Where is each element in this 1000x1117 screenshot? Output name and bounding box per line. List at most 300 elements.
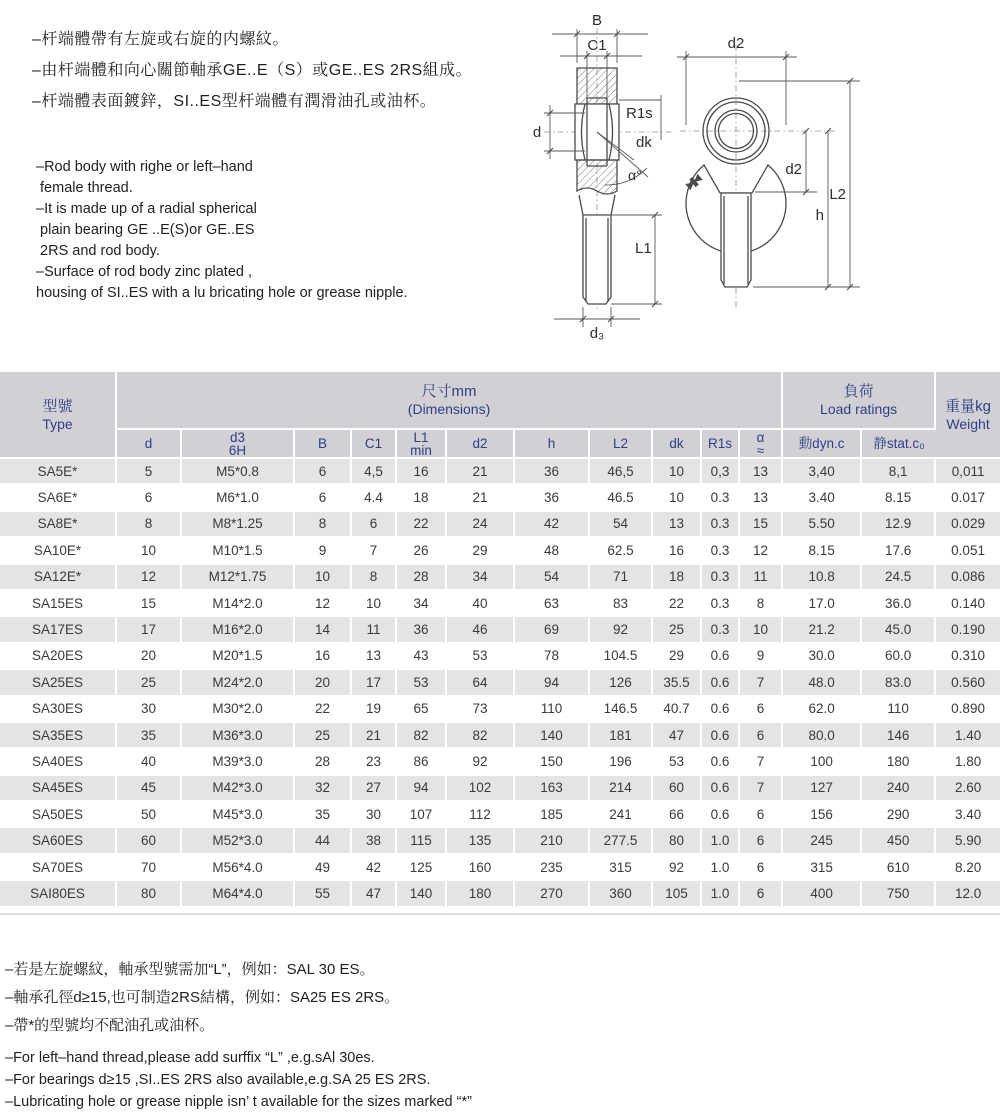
- value-cell: 7: [352, 538, 397, 564]
- value-cell: 46.5: [590, 485, 653, 511]
- value-cell: 16: [397, 459, 447, 485]
- value-cell: 63: [515, 591, 590, 617]
- value-cell: 7: [740, 670, 783, 696]
- value-cell: M16*2.0: [182, 617, 295, 643]
- column-header: 静stat.c₀: [862, 430, 936, 459]
- front-view-drawing: [677, 35, 860, 310]
- value-cell: 0.3: [702, 538, 740, 564]
- value-cell: 42: [352, 855, 397, 881]
- value-cell: 32: [295, 776, 352, 802]
- value-cell: 107: [397, 802, 447, 828]
- value-cell: 78: [515, 644, 590, 670]
- value-cell: 17: [117, 617, 182, 643]
- table-row: [0, 855, 1000, 881]
- value-cell: 18: [397, 485, 447, 511]
- value-cell: 18: [653, 565, 702, 591]
- value-cell: 10: [117, 538, 182, 564]
- value-cell: 46,5: [590, 459, 653, 485]
- table-row: [0, 485, 1000, 511]
- value-cell: 6: [117, 485, 182, 511]
- value-cell: 13: [653, 512, 702, 538]
- dimensions-label-zh: 尺寸mm: [421, 383, 477, 400]
- column-header: d2: [447, 430, 515, 459]
- table-row: [0, 538, 1000, 564]
- table-row: [0, 776, 1000, 802]
- table-bottom-rule: [0, 913, 1000, 915]
- column-header: L1 min: [397, 430, 447, 459]
- value-cell: 40: [447, 591, 515, 617]
- type-cell: SA17ES: [0, 617, 117, 643]
- value-cell: 30: [352, 802, 397, 828]
- value-cell: 16: [295, 644, 352, 670]
- value-cell: 22: [653, 591, 702, 617]
- value-cell: 6: [295, 485, 352, 511]
- type-label-en: Type: [42, 415, 73, 432]
- value-cell: 47: [653, 723, 702, 749]
- value-cell: 20: [295, 670, 352, 696]
- value-cell: M10*1.5: [182, 538, 295, 564]
- dim-label-d: d: [532, 124, 542, 141]
- value-cell: 28: [397, 565, 447, 591]
- dimensions-label-en: (Dimensions): [407, 401, 491, 417]
- type-label-zh: 型號: [42, 397, 73, 415]
- value-cell: 24: [447, 512, 515, 538]
- value-cell: 27: [352, 776, 397, 802]
- value-cell: 0,011: [936, 459, 1000, 485]
- value-cell: 45.0: [862, 617, 936, 643]
- column-header: L2: [590, 430, 653, 459]
- note-line-en: –Lubricating hole or grease nipple isn’ t available for the sizes marked “*”: [5, 1094, 472, 1110]
- column-header: d3 6H: [182, 430, 295, 459]
- column-header: 動dyn.c: [783, 430, 862, 459]
- value-cell: 29: [447, 538, 515, 564]
- value-cell: 13: [740, 485, 783, 511]
- value-cell: 92: [590, 617, 653, 643]
- value-cell: 1.0: [702, 828, 740, 854]
- value-cell: 315: [783, 855, 862, 881]
- note-line-zh: –若是左旋螺紋，軸承型號需加“L”，例如：SAL 30 ES。: [5, 961, 375, 978]
- value-cell: 36: [397, 617, 447, 643]
- value-cell: 17.0: [783, 591, 862, 617]
- value-cell: M14*2.0: [182, 591, 295, 617]
- intro-notes-zh: [32, 24, 472, 117]
- value-cell: 6: [740, 697, 783, 723]
- value-cell: 83: [590, 591, 653, 617]
- column-header: B: [295, 430, 352, 459]
- value-cell: 125: [397, 855, 447, 881]
- value-cell: 21: [352, 723, 397, 749]
- value-cell: 0.086: [936, 565, 1000, 591]
- value-cell: 241: [590, 802, 653, 828]
- value-cell: M5*0.8: [182, 459, 295, 485]
- value-cell: 6: [740, 802, 783, 828]
- value-cell: 34: [447, 565, 515, 591]
- value-cell: 0.029: [936, 512, 1000, 538]
- value-cell: 12: [295, 591, 352, 617]
- value-cell: 53: [397, 670, 447, 696]
- rod-end-diagram: [530, 5, 1000, 345]
- value-cell: 35.5: [653, 670, 702, 696]
- note-line-en: plain bearing GE ..E(S)or GE..ES: [36, 222, 255, 238]
- value-cell: 135: [447, 828, 515, 854]
- value-cell: 17: [352, 670, 397, 696]
- value-cell: 10: [352, 591, 397, 617]
- value-cell: 5.50: [783, 512, 862, 538]
- table-row: [0, 670, 1000, 696]
- dim-label-d2-top: d2: [727, 35, 745, 52]
- type-cell: SA10E*: [0, 538, 117, 564]
- table-row: [0, 512, 1000, 538]
- value-cell: 6: [740, 723, 783, 749]
- value-cell: 44: [295, 828, 352, 854]
- value-cell: 8: [352, 565, 397, 591]
- value-cell: 70: [117, 855, 182, 881]
- value-cell: 11: [740, 565, 783, 591]
- intro-notes-en: [36, 157, 408, 304]
- value-cell: 0.890: [936, 697, 1000, 723]
- value-cell: 62.5: [590, 538, 653, 564]
- value-cell: 750: [862, 881, 936, 907]
- column-header: dk: [653, 430, 702, 459]
- type-cell: SA25ES: [0, 670, 117, 696]
- value-cell: 1.0: [702, 855, 740, 881]
- value-cell: 73: [447, 697, 515, 723]
- value-cell: 180: [447, 881, 515, 907]
- value-cell: 69: [515, 617, 590, 643]
- value-cell: 0.6: [702, 670, 740, 696]
- note-line-en: –Rod body with righe or left–hand: [36, 159, 253, 175]
- value-cell: 21: [447, 485, 515, 511]
- value-cell: 4.4: [352, 485, 397, 511]
- spec-table: [0, 372, 1000, 908]
- value-cell: 80.0: [783, 723, 862, 749]
- value-cell: 86: [397, 749, 447, 775]
- type-cell: SA5E*: [0, 459, 117, 485]
- value-cell: 6: [740, 828, 783, 854]
- value-cell: 60: [653, 776, 702, 802]
- value-cell: 110: [515, 697, 590, 723]
- table-row: [0, 644, 1000, 670]
- type-cell: SA6E*: [0, 485, 117, 511]
- value-cell: 0.051: [936, 538, 1000, 564]
- weight-label-zh: 重量kg: [945, 397, 991, 415]
- note-line-zh: –軸承孔徑d≥15,也可制造2RS結構，例如：SA25 ES 2RS。: [5, 989, 400, 1006]
- value-cell: 35: [295, 802, 352, 828]
- value-cell: 240: [862, 776, 936, 802]
- table-row: [0, 617, 1000, 643]
- value-cell: 7: [740, 749, 783, 775]
- value-cell: 163: [515, 776, 590, 802]
- value-cell: 0.310: [936, 644, 1000, 670]
- value-cell: 610: [862, 855, 936, 881]
- table-row: [0, 802, 1000, 828]
- value-cell: 60.0: [862, 644, 936, 670]
- value-cell: 80: [653, 828, 702, 854]
- type-cell: SA40ES: [0, 749, 117, 775]
- value-cell: 40: [117, 749, 182, 775]
- value-cell: 25: [653, 617, 702, 643]
- table-row: [0, 591, 1000, 617]
- note-line-zh: –帶*的型號均不配油孔或油杯。: [5, 1017, 215, 1034]
- dim-label-L2: L2: [829, 186, 846, 203]
- value-cell: 6: [295, 459, 352, 485]
- table-row: [0, 881, 1000, 907]
- dim-label-alpha: α°: [628, 167, 642, 183]
- note-line-en: –It is made up of a radial spherical: [36, 201, 257, 217]
- column-header-weight: [936, 372, 1000, 459]
- value-cell: 0.6: [702, 749, 740, 775]
- value-cell: 7: [740, 776, 783, 802]
- value-cell: 10: [653, 459, 702, 485]
- value-cell: 26: [397, 538, 447, 564]
- column-header: C1: [352, 430, 397, 459]
- value-cell: 17.6: [862, 538, 936, 564]
- value-cell: 315: [590, 855, 653, 881]
- value-cell: 29: [653, 644, 702, 670]
- value-cell: 40.7: [653, 697, 702, 723]
- value-cell: 1.40: [936, 723, 1000, 749]
- value-cell: 104.5: [590, 644, 653, 670]
- value-cell: 15: [117, 591, 182, 617]
- value-cell: 14: [295, 617, 352, 643]
- value-cell: 110: [862, 697, 936, 723]
- value-cell: 8.15: [862, 485, 936, 511]
- value-cell: 23: [352, 749, 397, 775]
- value-cell: 8: [295, 512, 352, 538]
- column-header-type: [0, 372, 117, 459]
- value-cell: 146: [862, 723, 936, 749]
- value-cell: 5.90: [936, 828, 1000, 854]
- column-header: α ≈: [740, 430, 783, 459]
- value-cell: 30: [117, 697, 182, 723]
- value-cell: 35: [117, 723, 182, 749]
- value-cell: M30*2.0: [182, 697, 295, 723]
- value-cell: 10: [295, 565, 352, 591]
- value-cell: 0.017: [936, 485, 1000, 511]
- value-cell: 245: [783, 828, 862, 854]
- value-cell: 0,3: [702, 459, 740, 485]
- spec-table-body: [0, 459, 1000, 908]
- value-cell: 140: [397, 881, 447, 907]
- value-cell: M39*3.0: [182, 749, 295, 775]
- value-cell: 28: [295, 749, 352, 775]
- value-cell: 277.5: [590, 828, 653, 854]
- value-cell: 9: [295, 538, 352, 564]
- value-cell: 0.3: [702, 617, 740, 643]
- value-cell: 43: [397, 644, 447, 670]
- value-cell: 50: [117, 802, 182, 828]
- note-line-en: female thread.: [36, 180, 133, 196]
- value-cell: 48: [515, 538, 590, 564]
- type-cell: SA15ES: [0, 591, 117, 617]
- note-line-zh: –杆端體帶有左旋或右旋的内螺紋。: [32, 31, 289, 48]
- value-cell: 0.140: [936, 591, 1000, 617]
- value-cell: 4,5: [352, 459, 397, 485]
- value-cell: 0.6: [702, 697, 740, 723]
- table-row: [0, 828, 1000, 854]
- dim-label-R1s: R1s: [626, 105, 653, 122]
- value-cell: 0.6: [702, 802, 740, 828]
- value-cell: 0.3: [702, 485, 740, 511]
- value-cell: 0.6: [702, 644, 740, 670]
- value-cell: 0.6: [702, 776, 740, 802]
- value-cell: 12.9: [862, 512, 936, 538]
- type-cell: SA60ES: [0, 828, 117, 854]
- value-cell: 100: [783, 749, 862, 775]
- side-view-drawing: [533, 12, 675, 342]
- value-cell: 10: [740, 617, 783, 643]
- value-cell: 160: [447, 855, 515, 881]
- value-cell: M20*1.5: [182, 644, 295, 670]
- value-cell: 94: [397, 776, 447, 802]
- value-cell: 9: [740, 644, 783, 670]
- value-cell: 62.0: [783, 697, 862, 723]
- value-cell: 25: [117, 670, 182, 696]
- value-cell: 105: [653, 881, 702, 907]
- dim-label-L1: L1: [635, 240, 652, 257]
- value-cell: 3.40: [783, 485, 862, 511]
- value-cell: 3,40: [783, 459, 862, 485]
- type-cell: SA50ES: [0, 802, 117, 828]
- footer-notes-zh: [5, 956, 399, 1040]
- value-cell: 12.0: [936, 881, 1000, 907]
- value-cell: 16: [653, 538, 702, 564]
- value-cell: 36: [515, 485, 590, 511]
- value-cell: 146.5: [590, 697, 653, 723]
- value-cell: 8: [117, 512, 182, 538]
- value-cell: 24.5: [862, 565, 936, 591]
- column-group-dimensions: [117, 372, 783, 430]
- table-row: [0, 697, 1000, 723]
- value-cell: 8: [740, 591, 783, 617]
- value-cell: 210: [515, 828, 590, 854]
- value-cell: 12: [117, 565, 182, 591]
- load-label-en: Load ratings: [820, 401, 898, 417]
- value-cell: 0.6: [702, 723, 740, 749]
- dim-label-dk: dk: [636, 134, 652, 151]
- value-cell: 150: [515, 749, 590, 775]
- value-cell: 83.0: [862, 670, 936, 696]
- value-cell: 156: [783, 802, 862, 828]
- dim-label-C1: C1: [587, 37, 607, 54]
- value-cell: 102: [447, 776, 515, 802]
- value-cell: 6: [740, 855, 783, 881]
- value-cell: 0.3: [702, 591, 740, 617]
- value-cell: 92: [653, 855, 702, 881]
- value-cell: M52*3.0: [182, 828, 295, 854]
- subheader-row: [0, 430, 1000, 459]
- value-cell: M45*3.0: [182, 802, 295, 828]
- value-cell: 290: [862, 802, 936, 828]
- value-cell: 36: [515, 459, 590, 485]
- value-cell: 450: [862, 828, 936, 854]
- note-line-en: housing of SI..ES with a lu bricating hole or grease nipple.: [36, 285, 408, 301]
- load-label-zh: 負荷: [843, 383, 874, 400]
- value-cell: M36*3.0: [182, 723, 295, 749]
- value-cell: 54: [515, 565, 590, 591]
- value-cell: M42*3.0: [182, 776, 295, 802]
- value-cell: 6: [352, 512, 397, 538]
- value-cell: 66: [653, 802, 702, 828]
- value-cell: 180: [862, 749, 936, 775]
- value-cell: 185: [515, 802, 590, 828]
- dim-label-h: h: [815, 207, 824, 224]
- value-cell: 8.20: [936, 855, 1000, 881]
- value-cell: 92: [447, 749, 515, 775]
- footer-notes-en: [5, 1047, 472, 1113]
- value-cell: 60: [117, 828, 182, 854]
- value-cell: 94: [515, 670, 590, 696]
- weight-label-en: Weight: [946, 415, 990, 432]
- value-cell: 3.40: [936, 802, 1000, 828]
- value-cell: 65: [397, 697, 447, 723]
- header-group-row: [0, 372, 1000, 430]
- table-row: [0, 565, 1000, 591]
- value-cell: 21: [447, 459, 515, 485]
- value-cell: 11: [352, 617, 397, 643]
- note-line-en: –Surface of rod body zinc plated ,: [36, 264, 253, 280]
- value-cell: 12: [740, 538, 783, 564]
- type-cell: SA20ES: [0, 644, 117, 670]
- value-cell: 112: [447, 802, 515, 828]
- value-cell: 38: [352, 828, 397, 854]
- value-cell: M24*2.0: [182, 670, 295, 696]
- value-cell: 22: [295, 697, 352, 723]
- value-cell: 53: [653, 749, 702, 775]
- dim-label-d2-side: d2: [785, 161, 802, 178]
- dim-label-B: B: [591, 12, 603, 29]
- type-cell: SA12E*: [0, 565, 117, 591]
- value-cell: 6: [740, 881, 783, 907]
- value-cell: 0.190: [936, 617, 1000, 643]
- value-cell: 22: [397, 512, 447, 538]
- value-cell: 30.0: [783, 644, 862, 670]
- value-cell: 15: [740, 512, 783, 538]
- value-cell: 55: [295, 881, 352, 907]
- value-cell: 8,1: [862, 459, 936, 485]
- type-cell: SA45ES: [0, 776, 117, 802]
- value-cell: 48.0: [783, 670, 862, 696]
- value-cell: 115: [397, 828, 447, 854]
- value-cell: 8.15: [783, 538, 862, 564]
- note-line-en: 2RS and rod body.: [36, 243, 160, 259]
- value-cell: M12*1.75: [182, 565, 295, 591]
- value-cell: 82: [397, 723, 447, 749]
- note-line-zh: –杆端體表面鍍鋅，SI..ES型杆端體有潤滑油孔或油杯。: [32, 93, 437, 110]
- type-cell: SAI80ES: [0, 881, 117, 907]
- value-cell: 0.560: [936, 670, 1000, 696]
- type-cell: SA70ES: [0, 855, 117, 881]
- value-cell: M56*4.0: [182, 855, 295, 881]
- value-cell: 46: [447, 617, 515, 643]
- technical-diagrams: [530, 5, 1000, 345]
- value-cell: 64: [447, 670, 515, 696]
- dim-label-d3: d₃: [589, 325, 605, 342]
- value-cell: 20: [117, 644, 182, 670]
- value-cell: 25: [295, 723, 352, 749]
- value-cell: 19: [352, 697, 397, 723]
- value-cell: 47: [352, 881, 397, 907]
- value-cell: 126: [590, 670, 653, 696]
- note-line-zh: –由杆端體和向心關節軸承GE..E（S）或GE..ES 2RS組成。: [32, 62, 473, 79]
- value-cell: 71: [590, 565, 653, 591]
- value-cell: 2.60: [936, 776, 1000, 802]
- value-cell: 49: [295, 855, 352, 881]
- note-line-en: –For bearings d≥15 ,SI..ES 2RS also available,e.g.SA 25 ES 2RS.: [5, 1072, 431, 1088]
- value-cell: 270: [515, 881, 590, 907]
- value-cell: 1.0: [702, 881, 740, 907]
- value-cell: 0.3: [702, 565, 740, 591]
